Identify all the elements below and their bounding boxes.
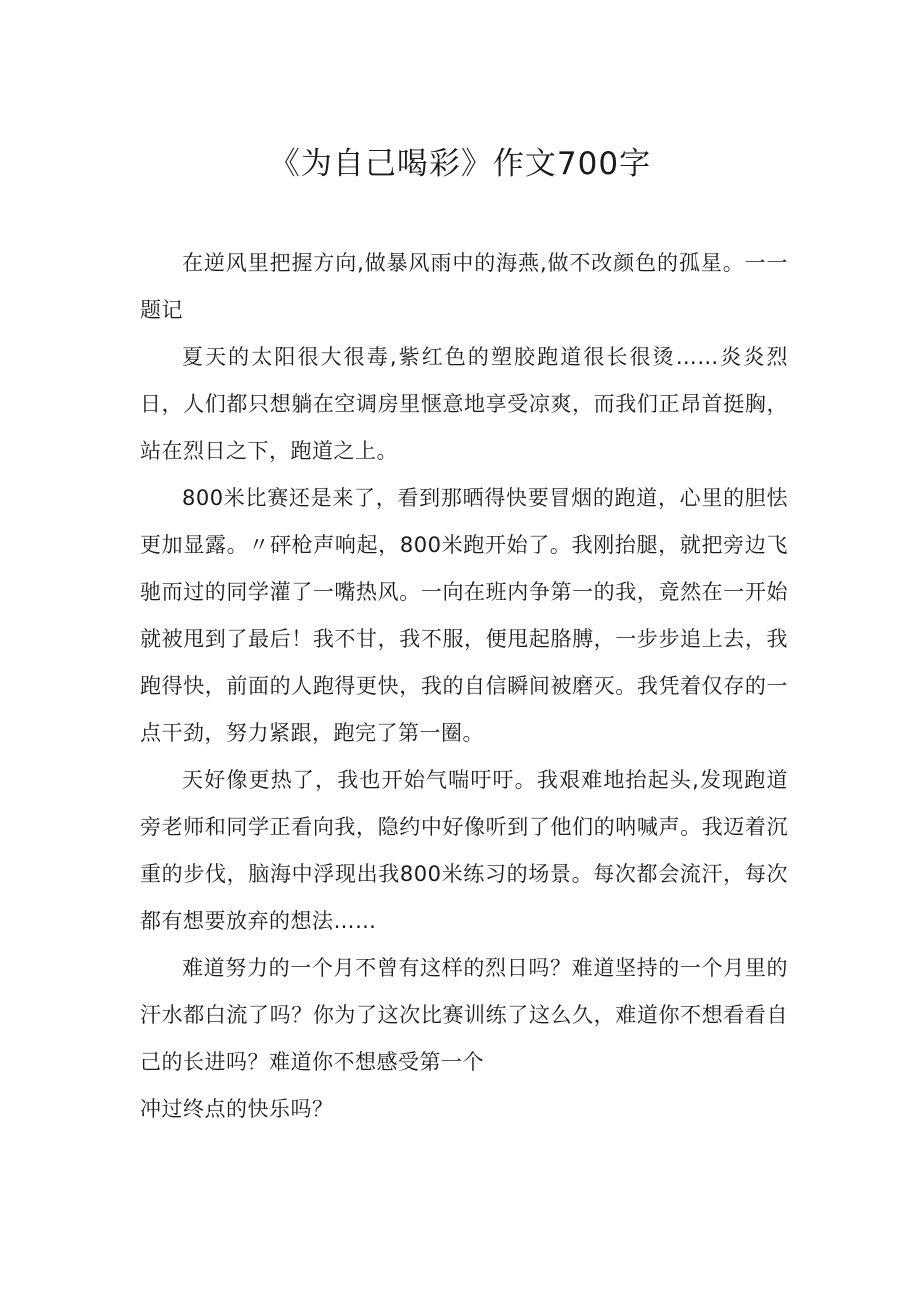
- paragraph-questions: 难道努力的一个月不曾有这样的烈日吗？难道坚持的一个月里的汗水都白流了吗？你为了这次比赛训练了这么久，难道你不想看看自己的长进吗？难道你不想感受第一个: [140, 956, 788, 1074]
- paragraph-summer: 夏天的太阳很大很毒,紫红色的塑胶跑道很长很烫……炎炎烈日，人们都只想躺在空调房里惬意地享受凉爽，而我们正昂首挺胸，站在烈日之下，跑道之上。: [140, 345, 788, 463]
- paragraph-finish-line: 冲过终点的快乐吗？: [140, 1097, 334, 1121]
- document-title: 《为自己喝彩》作文700字: [268, 146, 652, 182]
- document-body: [140, 240, 788, 1133]
- paragraph-race-start: 800米比赛还是来了，看到那晒得快要冒烟的跑道，心里的胆怯更加显露。〃砰枪声响起，800米跑开始了。我刚抬腿，就把旁边飞驰而过的同学灌了一嘴热风。一向在班内争第一的我，竟然在一开始就被甩到了最后！我不甘，我不服，便甩起胳膊，一步步追上去，我跑得快，前面的人跑得更快，我的自信瞬间被磨灭。我凭着仅存的一点干劲，努力紧跟，跑完了第一圈。: [140, 486, 788, 745]
- paragraph-epigraph: 在逆风里把握方向,做暴风雨中的海燕,做不改颜色的孤星。一一题记: [140, 251, 788, 322]
- paragraph-hotter: 天好像更热了，我也开始气喘吁吁。我艰难地抬起头,发现跑道旁老师和同学正看向我，隐约中好像听到了他们的呐喊声。我迈着沉重的步伐，脑海中浮现出我800米练习的场景。每次都会流汗，每次都有想要放弃的想法……: [140, 768, 788, 933]
